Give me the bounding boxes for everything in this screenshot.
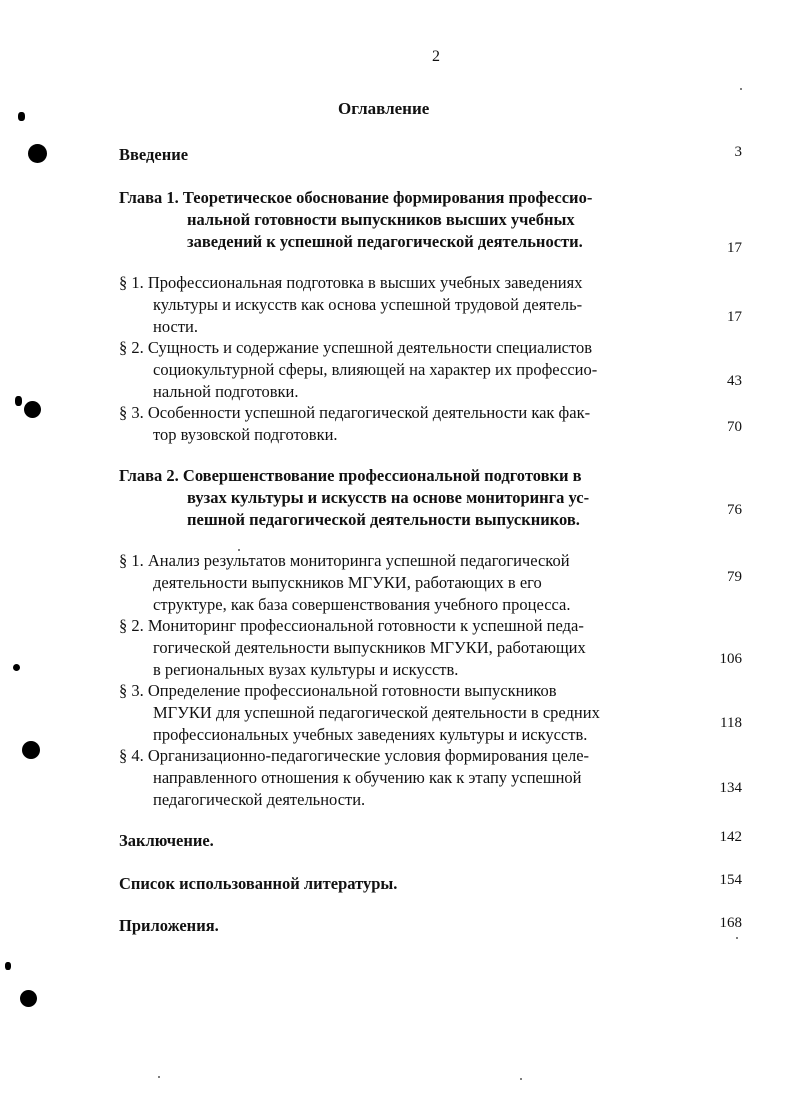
scan-speck (238, 549, 240, 551)
toc-entry-line: Приложения. (119, 916, 219, 935)
scan-mark (18, 112, 25, 121)
toc-entry-line: нальной готовности выпускников высших учебных (187, 210, 575, 229)
toc-page-number: 17 (727, 240, 742, 256)
toc-page-number: 43 (727, 373, 742, 389)
toc-entry-line: § 3. Особенности успешной педагогической деятельности как фак- (119, 403, 591, 422)
toc-page-number: 76 (727, 502, 742, 518)
toc-page-number: 118 (720, 715, 742, 731)
scan-mark (15, 396, 22, 406)
toc-page-number: 70 (727, 419, 742, 435)
punch-hole (20, 990, 37, 1007)
scan-speck (158, 1076, 160, 1078)
toc-page-number: 17 (727, 309, 742, 325)
toc-page-number: 168 (719, 915, 742, 931)
toc-entry-line: вузах культуры и искусств на основе мониторинга ус- (187, 488, 590, 507)
toc-entry-line: гогической деятельности выпускников МГУКИ, работающих (153, 638, 586, 657)
page-number: 2 (432, 48, 440, 65)
toc-title: Оглавление (338, 99, 430, 118)
toc-page-number: 154 (719, 872, 742, 888)
toc-page-number: 3 (734, 144, 742, 160)
scan-speck (520, 1078, 522, 1080)
toc-page-number: 106 (719, 651, 742, 667)
toc-entry-line: культуры и искусств как основа успешной трудовой деятель- (153, 295, 583, 314)
toc-entry-line: педагогической деятельности. (153, 790, 366, 809)
toc-entry-line: Заключение. (119, 831, 214, 850)
scan-speck (736, 937, 738, 939)
toc-page-number: 79 (727, 569, 742, 585)
toc-entry-line: ности. (153, 317, 198, 336)
toc-page-number: 134 (719, 780, 742, 796)
toc-entry-line: § 2. Мониторинг профессиональной готовности к успешной педа- (119, 616, 584, 635)
toc-entry-line: § 2. Сущность и содержание успешной деятельности специалистов (119, 338, 593, 357)
scan-mark (5, 962, 11, 970)
toc-entry-line: § 3. Определение профессиональной готовности выпускников (119, 681, 557, 700)
toc-entry-line: социокультурной сферы, влияющей на характер их профессио- (153, 360, 598, 379)
toc-entry-line: Список использованной литературы. (119, 874, 398, 893)
toc-entry-line: § 1. Профессиональная подготовка в высших учебных заведениях (119, 273, 583, 292)
toc-entry-line: структуре, как база совершенствования учебного процесса. (153, 595, 571, 614)
toc-entry-line: тор вузовской подготовки. (153, 425, 338, 444)
toc-entry-line: § 4. Организационно-педагогические условия формирования целе- (119, 746, 590, 765)
toc-entry-line: Глава 2. Совершенствование профессиональной подготовки в (119, 466, 582, 485)
scan-mark (13, 664, 20, 671)
toc-entry-line: пешной педагогической деятельности выпускников. (187, 510, 580, 529)
toc-entry-line: в региональных вузах культуры и искусств. (153, 660, 459, 679)
toc-entry-line: заведений к успешной педагогической деятельности. (187, 232, 583, 251)
toc-entry-line: профессиональных учебных заведениях культуры и искусств. (153, 725, 588, 744)
toc-entry-line: нальной подготовки. (153, 382, 299, 401)
toc-entry-line: деятельности выпускников МГУКИ, работающих в его (153, 573, 542, 592)
scan-speck (740, 88, 742, 90)
toc-entry-line: Глава 1. Теоретическое обоснование формирования профессио- (119, 188, 593, 207)
punch-hole (28, 144, 47, 163)
toc-page-number: 142 (719, 829, 742, 845)
toc-entry-line: направленного отношения к обучению как к этапу успешной (153, 768, 582, 787)
punch-hole (24, 401, 41, 418)
toc-entry-line: МГУКИ для успешной педагогической деятельности в средних (153, 703, 600, 722)
toc-entry-line: Введение (119, 145, 189, 164)
toc-entry-line: § 1. Анализ результатов мониторинга успешной педагогической (119, 551, 570, 570)
punch-hole (22, 741, 40, 759)
